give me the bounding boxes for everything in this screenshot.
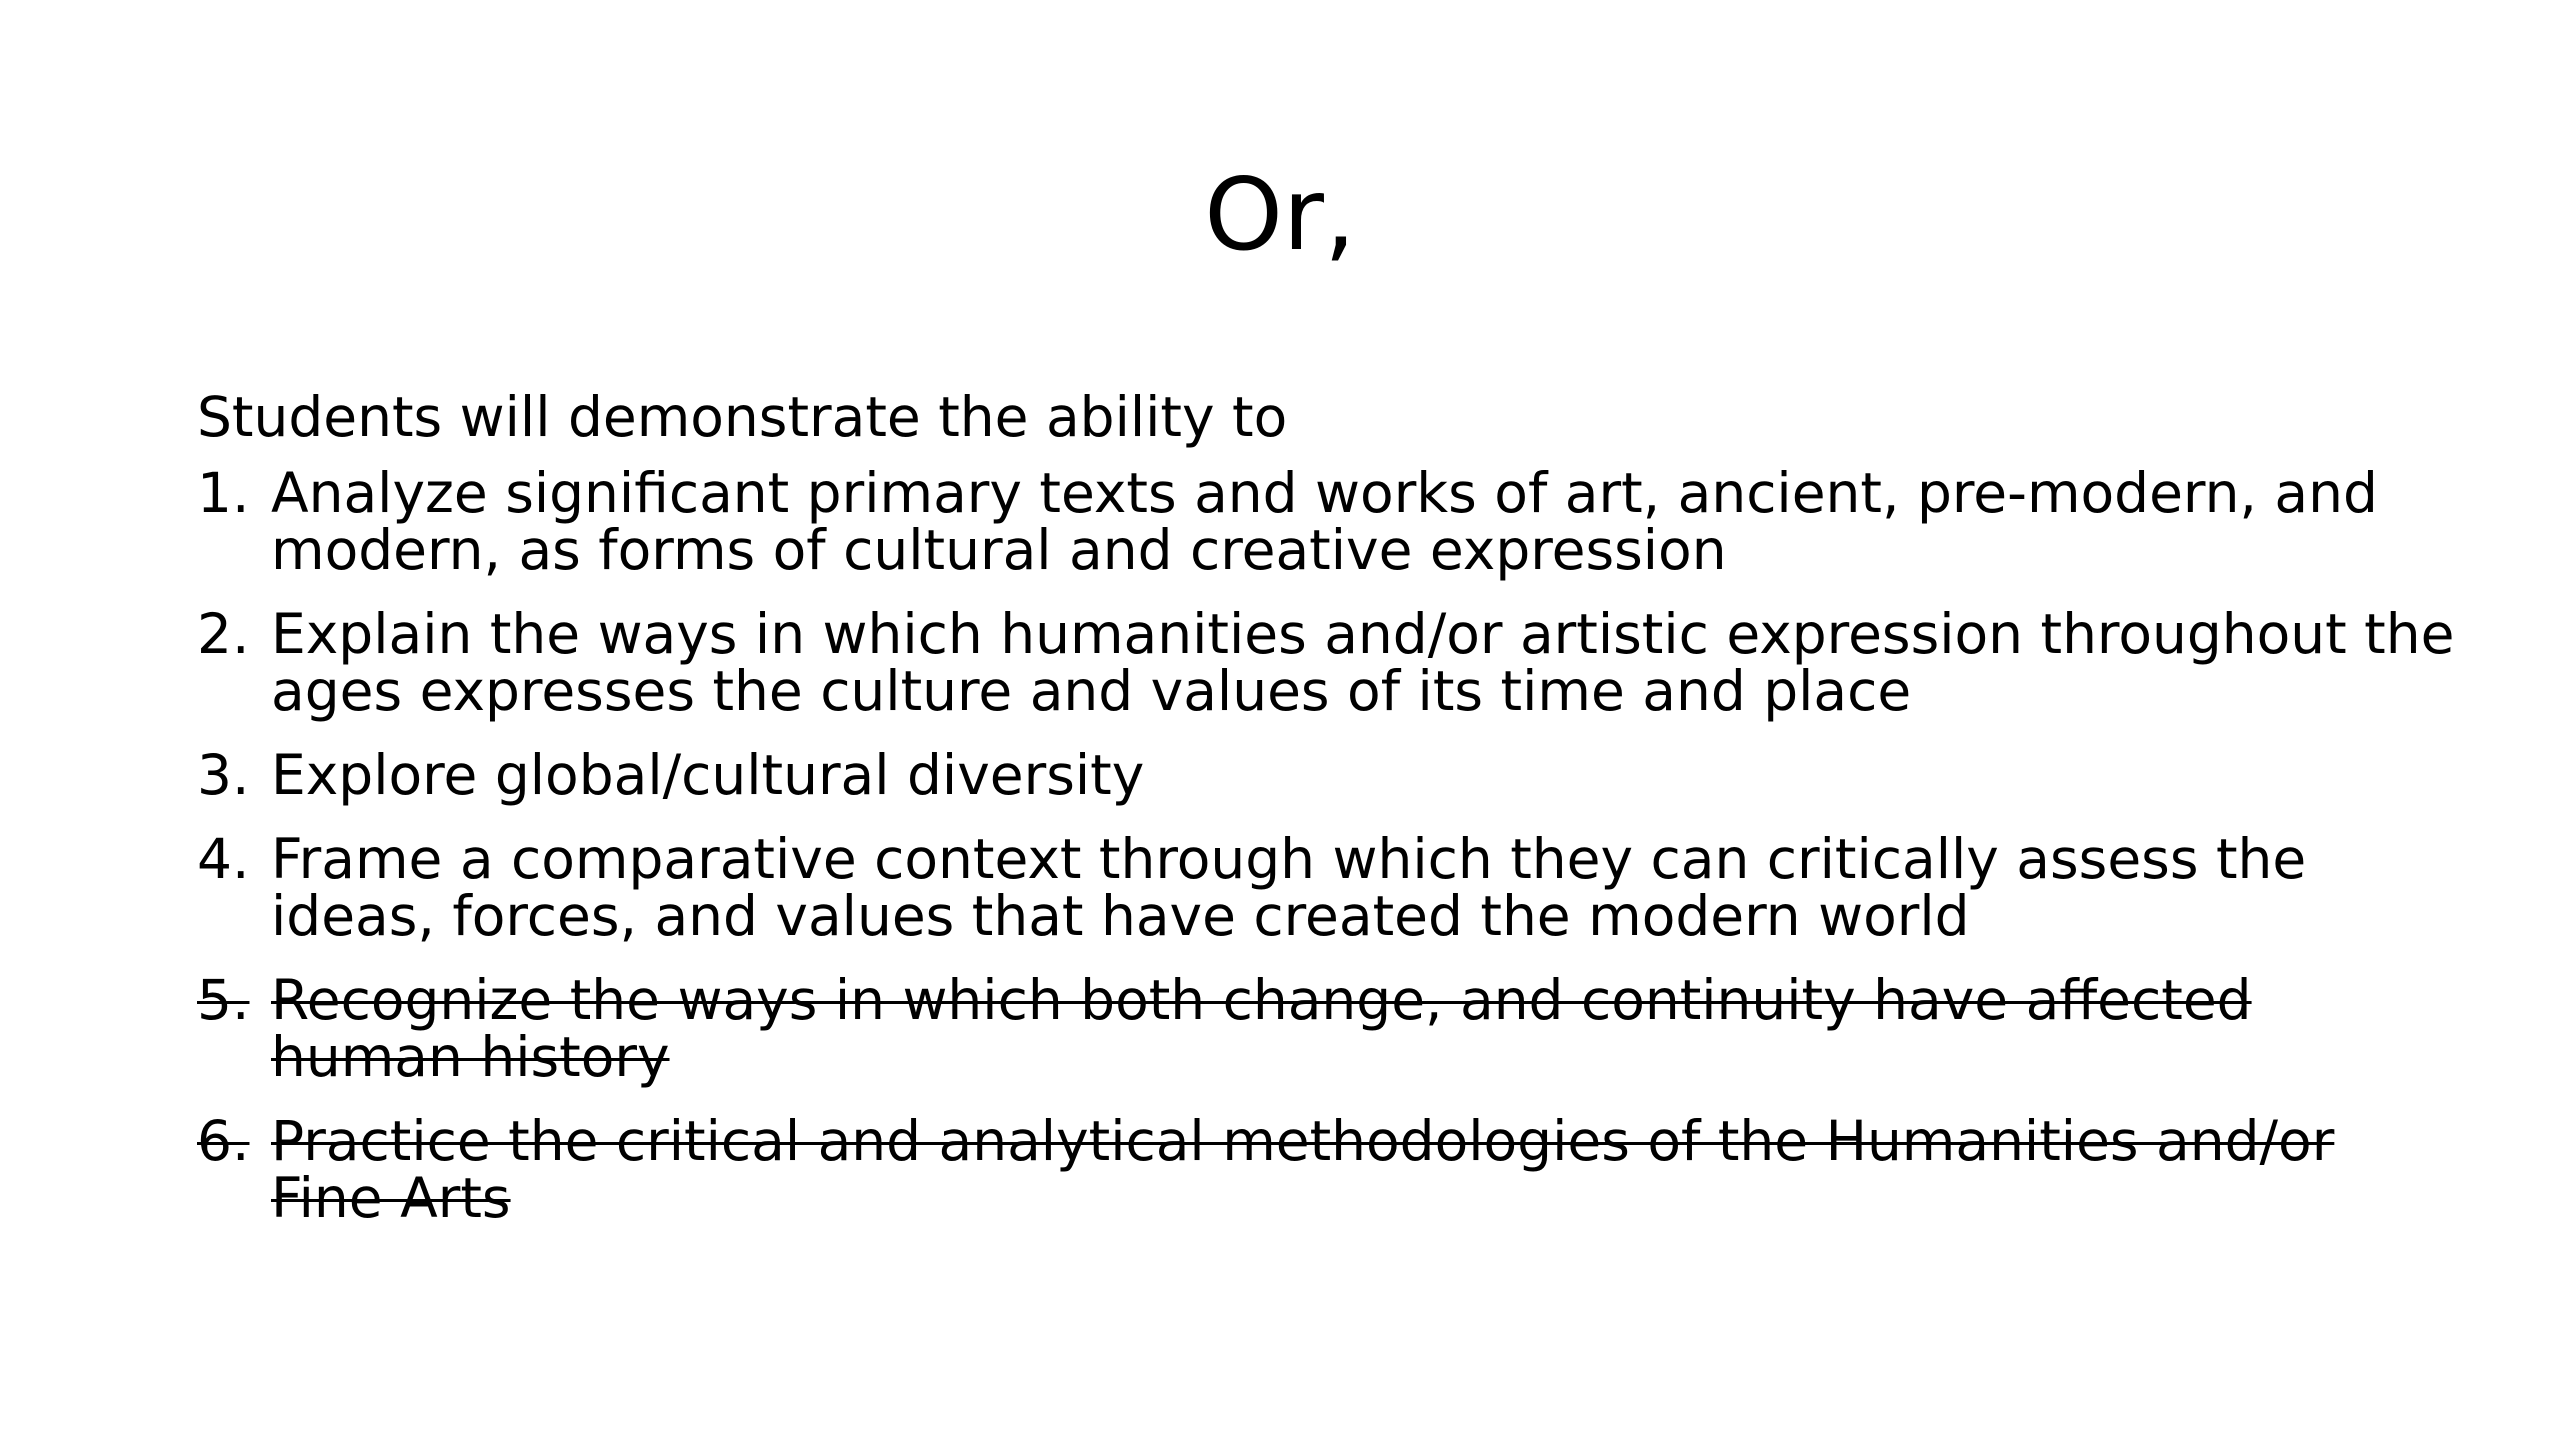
list-item-number: 2. — [197, 602, 250, 666]
list-item — [197, 827, 2457, 948]
outcomes-list — [197, 461, 2457, 1230]
slide-body — [197, 380, 2457, 1254]
list-item-text: Recognize the ways in which both change, and continuity have affected human history — [271, 968, 2252, 1089]
list-item-text: Practice the critical and analytical methodologies of the Humanities and/or Fine Arts — [271, 1109, 2335, 1230]
list-item-text: Frame a comparative context through which they can critically assess the ideas, forces, and values that have created the modern world — [271, 827, 2307, 948]
list-item — [197, 602, 2457, 723]
list-item-number: 1. — [197, 461, 250, 525]
list-item — [197, 461, 2457, 582]
list-item-number: 5. — [197, 968, 250, 1032]
list-item-text: Analyze significant primary texts and works of art, ancient, pre-modern, and modern, as forms of cultural and creative expression — [271, 461, 2378, 582]
list-item-struck — [197, 968, 2457, 1089]
list-item-struck — [197, 1109, 2457, 1230]
list-item — [197, 743, 2457, 807]
intro-text: Students will demonstrate the ability to — [197, 385, 1288, 449]
slide-title: Or, — [1204, 156, 1356, 273]
list-item-number: 3. — [197, 743, 250, 807]
list-item-number: 4. — [197, 827, 250, 891]
list-item-text: Explain the ways in which humanities and/or artistic expression throughout the ages expresses the culture and values of its time and place — [271, 602, 2455, 723]
list-item-text: Explore global/cultural diversity — [271, 743, 1145, 807]
list-item-number: 6. — [197, 1109, 250, 1173]
